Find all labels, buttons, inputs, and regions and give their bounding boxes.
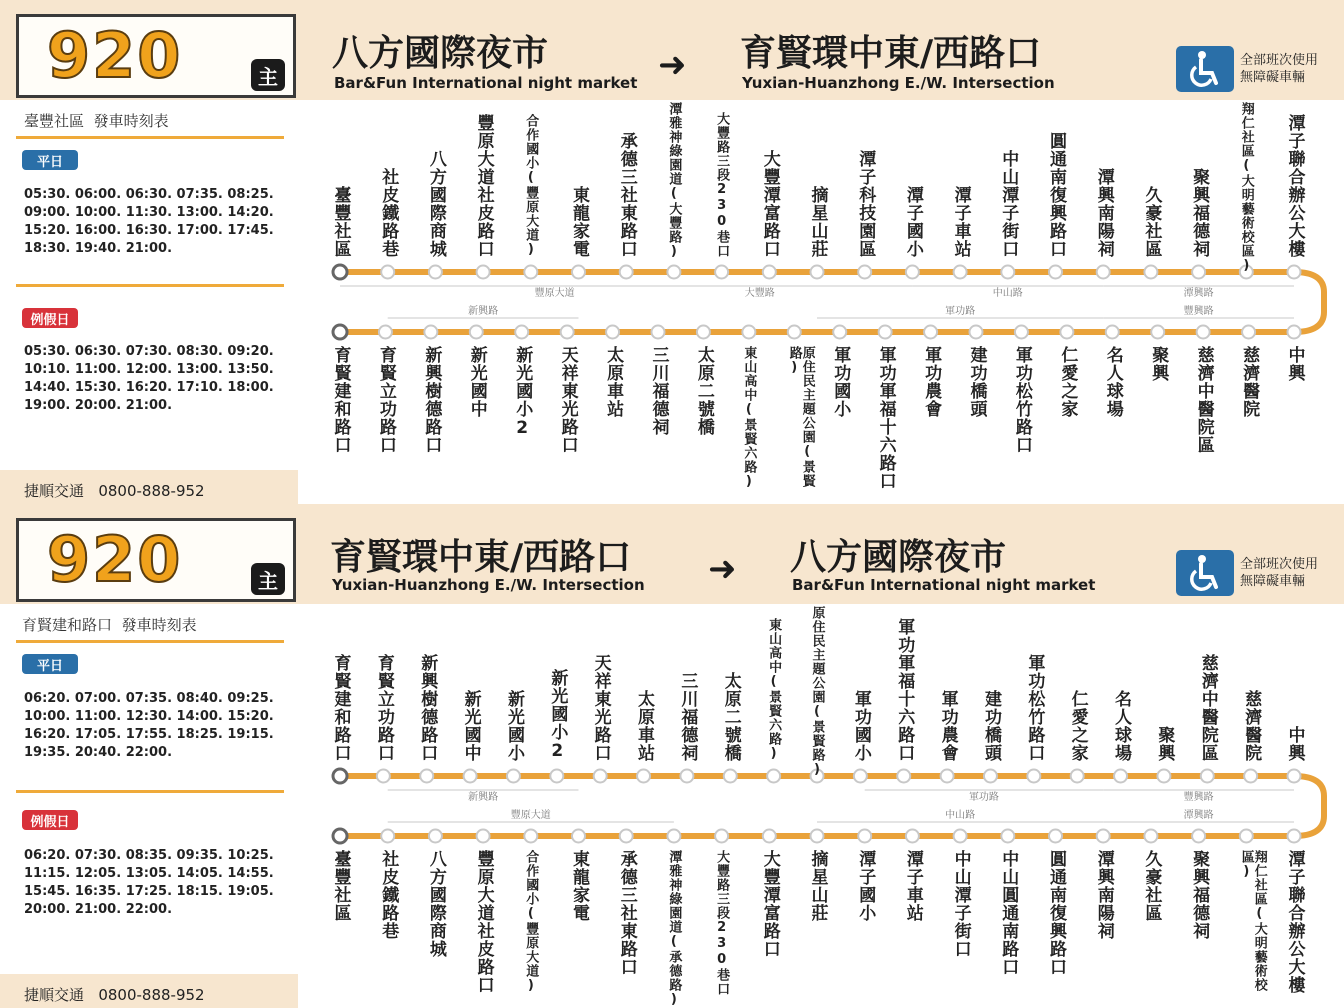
svg-text:豐興路: 豐興路 xyxy=(1183,306,1214,317)
stop-name: 育賢立功路口 xyxy=(375,346,396,454)
svg-text:中山路: 中山路 xyxy=(992,288,1023,299)
stop-name: 育賢建和路口 xyxy=(330,346,351,454)
stop-name: 中山潭子街口 xyxy=(950,850,971,958)
stop-name: 摘星山莊 xyxy=(807,850,828,922)
stop-name: 新興樹德路口 xyxy=(417,654,438,762)
stop-name: 太原車站 xyxy=(634,690,655,762)
stop-name: 東山高中(景賢六路) xyxy=(741,346,757,490)
stop-marker xyxy=(1097,266,1110,279)
destination-title: 八方國際夜市 xyxy=(790,537,1007,578)
times-row: 05:30. 06:00. 06:30. 07:35. 08:25. xyxy=(24,187,274,202)
route-map xyxy=(300,100,1344,504)
stop-marker xyxy=(763,266,776,279)
stop-name: 八方國際商城 xyxy=(425,150,446,258)
times-row: 20:00. 21:00. 22:00. xyxy=(24,902,173,917)
stop-name: 潭子聯合辦公大樓 xyxy=(1284,850,1305,994)
stop-marker xyxy=(594,770,607,783)
svg-text:軍功路: 軍功路 xyxy=(968,792,999,803)
road-label xyxy=(865,790,1103,803)
stop-name: 潭子國小 xyxy=(902,186,923,258)
operator-name: 捷順交通 xyxy=(24,482,85,500)
stop-marker xyxy=(333,829,347,843)
stop-name: 臺豐社區 xyxy=(330,850,351,922)
stop-name: 建功橋頭 xyxy=(980,690,1001,762)
stop-marker xyxy=(879,326,892,339)
stop-name: 慈濟醫院 xyxy=(1241,690,1262,762)
stop-marker xyxy=(524,830,537,843)
stop-name: 名人球場 xyxy=(1102,346,1123,418)
svg-text:大豐路: 大豐路 xyxy=(744,288,775,299)
times-row: 16:20. 17:05. 17:55. 18:25. 19:15. xyxy=(24,727,274,742)
stop-marker xyxy=(524,266,537,279)
stop-marker xyxy=(1197,326,1210,339)
destination-subtitle: Bar&Fun International night market xyxy=(792,576,1096,594)
stop-marker xyxy=(620,266,633,279)
route-panel-return xyxy=(0,504,1344,1008)
stop-name: 軍功農會 xyxy=(921,346,942,418)
stop-marker xyxy=(1288,770,1301,783)
stop-name: 潭子車站 xyxy=(902,850,923,922)
road-label xyxy=(340,286,769,299)
stop-marker xyxy=(477,266,490,279)
stop-name: 軍功農會 xyxy=(937,690,958,762)
stop-marker xyxy=(667,266,680,279)
direction-arrow-icon: ➜ xyxy=(658,45,687,85)
stop-marker xyxy=(906,830,919,843)
stop-marker xyxy=(333,325,347,339)
stop-marker xyxy=(1242,326,1255,339)
stop-marker xyxy=(833,326,846,339)
stop-marker xyxy=(561,326,574,339)
stop-marker xyxy=(970,326,983,339)
stop-marker xyxy=(897,770,910,783)
stop-marker xyxy=(1144,266,1157,279)
stop-name: 大豐路三段230巷口 xyxy=(714,112,730,258)
stop-marker xyxy=(464,770,477,783)
stop-marker xyxy=(1027,770,1040,783)
stop-marker xyxy=(1060,326,1073,339)
stop-marker xyxy=(858,830,871,843)
operator-phone: 0800-888-952 xyxy=(98,482,205,500)
stop-marker xyxy=(377,770,390,783)
stop-name: 久豪社區 xyxy=(1141,186,1162,258)
stop-name: 新光國中 xyxy=(460,690,481,762)
stop-name: 新光國中 xyxy=(466,346,487,418)
stop-name: 大豐潭富路口 xyxy=(759,150,780,258)
stop-name: 潭子車站 xyxy=(950,186,971,258)
road-label xyxy=(388,808,674,822)
stop-marker xyxy=(429,830,442,843)
times-row: 06:20. 07:30. 08:35. 09:35. 10:25. xyxy=(24,848,274,863)
stop-marker xyxy=(984,770,997,783)
svg-text:中山路: 中山路 xyxy=(945,810,976,821)
stop-name: 名人球場 xyxy=(1111,690,1132,762)
stop-name: 慈濟中醫院區 xyxy=(1197,654,1218,762)
stop-name: 天祥東光路口 xyxy=(557,346,578,454)
road-label xyxy=(607,286,912,299)
stop-marker xyxy=(767,770,780,783)
route-line xyxy=(340,272,1324,332)
stop-marker xyxy=(1201,770,1214,783)
stop-name: 久豪社區 xyxy=(1141,850,1162,922)
holiday-badge: 例假日 xyxy=(22,308,78,328)
stop-marker xyxy=(811,266,824,279)
stop-name: 摘星山莊 xyxy=(807,186,828,258)
destination-title: 育賢環中東/西路口 xyxy=(740,33,1042,74)
destination-subtitle: Yuxian-Huanzhong E./W. Intersection xyxy=(742,74,1055,92)
operator-contact xyxy=(24,984,205,1005)
stop-marker xyxy=(550,770,563,783)
stop-name: 建功橋頭 xyxy=(966,346,987,418)
stop-name: 軍功國小 xyxy=(830,346,851,418)
stop-name: 潭子科技園區 xyxy=(855,150,876,258)
accessibility-line-2: 無障礙車輛 xyxy=(1240,70,1306,85)
road-label xyxy=(817,808,1103,822)
stop-marker xyxy=(572,266,585,279)
road-label xyxy=(388,790,579,803)
weekday-times xyxy=(24,690,286,762)
stop-name: 中山圓通南路口 xyxy=(998,850,1019,976)
times-row: 15:45. 16:35. 17:25. 18:15. 19:05. xyxy=(24,884,274,899)
accessibility-line-1: 全部班次使用 xyxy=(1240,557,1319,572)
stop-name: 大豐路三段230巷口 xyxy=(714,850,730,996)
stop-name: 軍功軍福十六路口 xyxy=(894,618,915,762)
stop-name: 翔仁社區(大明藝術校區) xyxy=(1238,850,1267,992)
stop-marker xyxy=(697,326,710,339)
times-row: 19:00. 20:00. 21:00. xyxy=(24,398,173,413)
stop-marker xyxy=(1097,830,1110,843)
stop-name: 大豐潭富路口 xyxy=(759,850,780,958)
route-line xyxy=(340,776,1324,836)
stop-name: 新光國小 xyxy=(503,690,524,762)
stop-marker xyxy=(1015,326,1028,339)
weekday-times xyxy=(24,186,286,258)
stop-name: 仁愛之家 xyxy=(1067,690,1088,762)
direction-arrow-icon: ➜ xyxy=(708,549,737,589)
stop-name: 天祥東光路口 xyxy=(590,654,611,762)
stop-name: 中興 xyxy=(1284,726,1305,762)
stop-marker xyxy=(906,266,919,279)
svg-text:軍功路: 軍功路 xyxy=(945,306,976,317)
stop-marker xyxy=(1049,830,1062,843)
weekday-badge: 平日 xyxy=(22,654,78,674)
stop-marker xyxy=(652,326,665,339)
stop-name: 圓通南復興路口 xyxy=(1046,850,1066,976)
holiday-times xyxy=(24,847,286,919)
stop-name: 承德三社東路口 xyxy=(616,132,637,258)
main-route-badge: 主 xyxy=(251,59,285,91)
road-label xyxy=(1103,808,1294,822)
stop-name: 潭雅神綠園道(承德路) xyxy=(666,850,682,1008)
stop-name: 潭雅神綠園道(大豐路) xyxy=(666,102,682,260)
stop-marker xyxy=(620,830,633,843)
stop-name: 原住民主題公園(景賢路) xyxy=(809,606,825,778)
svg-text:潭興路: 潭興路 xyxy=(1183,810,1214,821)
svg-text:豐原大道: 豐原大道 xyxy=(510,810,551,821)
stop-marker xyxy=(715,830,728,843)
stop-marker xyxy=(333,265,347,279)
stop-name: 社皮鐵路巷 xyxy=(378,850,399,940)
stop-marker xyxy=(924,326,937,339)
wheelchair-icon xyxy=(1176,550,1234,596)
departure-stop: 育賢建和路口 xyxy=(22,616,113,634)
stop-name: 東龍家電 xyxy=(569,186,589,258)
times-row: 19:35. 20:40. 22:00. xyxy=(24,745,173,760)
stop-name: 新興樹德路口 xyxy=(421,346,442,454)
stop-marker xyxy=(429,266,442,279)
stop-name: 承德三社東路口 xyxy=(616,850,637,976)
stop-name: 豐原大道社皮路口 xyxy=(473,850,494,994)
stop-marker xyxy=(1106,326,1119,339)
weekday-badge: 平日 xyxy=(22,150,78,170)
stop-marker xyxy=(572,830,585,843)
stop-name: 軍功國小 xyxy=(850,690,871,762)
stop-marker xyxy=(724,770,737,783)
stop-name: 東山高中(景賢六路) xyxy=(766,618,782,762)
road-label xyxy=(817,304,1103,318)
stop-name: 翔仁社區(大明藝術校區) xyxy=(1238,102,1254,274)
stop-name: 圓通南復興路口 xyxy=(1046,132,1066,258)
stop-name: 慈濟中醫院區 xyxy=(1193,346,1214,454)
stop-name: 太原二號橋 xyxy=(720,672,741,762)
times-row: 09:00. 10:00. 11:30. 13:00. 14:20. xyxy=(24,205,274,220)
route-number-box xyxy=(16,14,296,98)
stop-marker xyxy=(715,266,728,279)
origin-title: 八方國際夜市 xyxy=(332,33,549,74)
wheelchair-icon xyxy=(1176,46,1234,92)
divider xyxy=(16,136,284,139)
stop-name: 豐原大道社皮路口 xyxy=(473,114,494,258)
times-row: 15:20. 16:00. 16:30. 17:00. 17:45. xyxy=(24,223,274,238)
route-number-box xyxy=(16,518,296,602)
stop-marker xyxy=(379,326,392,339)
departure-stop: 臺豐社區 xyxy=(24,112,85,130)
stop-marker xyxy=(1001,266,1014,279)
route-number: 920 xyxy=(47,19,183,92)
stop-marker xyxy=(477,830,490,843)
stop-marker xyxy=(954,830,967,843)
stop-marker xyxy=(858,266,871,279)
stop-marker xyxy=(811,830,824,843)
stop-name: 太原車站 xyxy=(603,346,624,418)
stop-marker xyxy=(1192,830,1205,843)
main-route-badge: 主 xyxy=(251,563,285,595)
svg-text:豐原大道: 豐原大道 xyxy=(534,288,575,299)
accessibility-note xyxy=(1240,556,1318,590)
stop-name: 育賢立功路口 xyxy=(373,654,394,762)
stop-marker xyxy=(1049,266,1062,279)
timetable-label: 發車時刻表 xyxy=(121,616,197,634)
accessibility-line-2: 無障礙車輛 xyxy=(1240,574,1306,589)
accessibility-note xyxy=(1240,52,1318,86)
times-row: 14:40. 15:30. 16:20. 17:10. 18:00. xyxy=(24,380,274,395)
road-label xyxy=(912,286,1103,299)
timetable-heading xyxy=(22,614,197,635)
stop-name: 太原二號橋 xyxy=(693,346,714,436)
stop-name: 臺豐社區 xyxy=(330,186,351,258)
stop-name: 潭興南陽祠 xyxy=(1093,168,1114,258)
origin-subtitle: Bar&Fun International night market xyxy=(334,74,638,92)
stop-name: 中興 xyxy=(1284,346,1305,382)
road-label xyxy=(1103,286,1294,299)
svg-text:新興路: 新興路 xyxy=(468,792,499,803)
stop-name: 原住民主題公園(景賢路) xyxy=(786,346,815,488)
stop-name: 軍功松竹路口 xyxy=(1011,346,1032,454)
stop-marker xyxy=(1114,770,1127,783)
stop-name: 合作國小(豐原大道) xyxy=(523,114,539,258)
stop-name: 聚興福德祠 xyxy=(1189,168,1210,258)
times-row: 18:30. 19:40. 21:00. xyxy=(24,241,173,256)
accessibility-line-1: 全部班次使用 xyxy=(1240,53,1319,68)
stop-marker xyxy=(1288,266,1301,279)
stop-name: 新光國小2 xyxy=(512,346,533,439)
stop-marker xyxy=(1288,326,1301,339)
stop-marker xyxy=(1001,830,1014,843)
road-label xyxy=(1103,304,1294,318)
stop-marker xyxy=(1071,770,1084,783)
stop-marker xyxy=(637,770,650,783)
divider xyxy=(16,640,284,643)
stop-marker xyxy=(788,326,801,339)
operator-contact xyxy=(24,480,205,501)
stop-marker xyxy=(1244,770,1257,783)
stop-name: 軍功軍福十六路口 xyxy=(875,346,896,490)
stop-marker xyxy=(941,770,954,783)
stop-marker xyxy=(1157,770,1170,783)
stop-marker xyxy=(1151,326,1164,339)
times-row: 06:20. 07:00. 07:35. 08:40. 09:25. xyxy=(24,691,274,706)
stop-marker xyxy=(515,326,528,339)
stop-name: 仁愛之家 xyxy=(1057,346,1078,418)
stop-marker xyxy=(381,830,394,843)
stop-marker xyxy=(1288,830,1301,843)
stop-marker xyxy=(742,326,755,339)
stop-name: 聚興 xyxy=(1148,346,1169,382)
divider xyxy=(16,284,284,287)
stop-name: 新光國小2 xyxy=(547,669,568,762)
stop-name: 慈濟醫院 xyxy=(1239,346,1260,418)
divider xyxy=(16,790,284,793)
stop-name: 聚興 xyxy=(1154,726,1175,762)
stop-name: 聚興福德祠 xyxy=(1189,850,1210,940)
stop-name: 中山潭子街口 xyxy=(998,150,1019,258)
timetable-heading xyxy=(24,110,169,131)
stop-marker xyxy=(381,266,394,279)
stop-name: 社皮鐵路巷 xyxy=(378,168,399,258)
stop-marker xyxy=(1144,830,1157,843)
operator-phone: 0800-888-952 xyxy=(98,986,205,1004)
times-row: 11:15. 12:05. 13:05. 14:05. 14:55. xyxy=(24,866,274,881)
svg-text:新興路: 新興路 xyxy=(468,306,499,317)
stop-marker xyxy=(333,769,347,783)
stop-marker xyxy=(954,266,967,279)
stop-marker xyxy=(667,830,680,843)
road-label xyxy=(388,304,579,318)
svg-text:潭興路: 潭興路 xyxy=(1183,288,1214,299)
stop-name: 育賢建和路口 xyxy=(330,654,351,762)
holiday-times xyxy=(24,343,286,415)
timetable-label: 發車時刻表 xyxy=(93,112,169,130)
origin-title: 育賢環中東/西路口 xyxy=(330,537,632,578)
stop-name: 潭興南陽祠 xyxy=(1093,850,1114,940)
route-number: 920 xyxy=(47,523,183,596)
times-row: 10:10. 11:00. 12:00. 13:00. 13:50. xyxy=(24,362,274,377)
stop-marker xyxy=(680,770,693,783)
svg-text:豐興路: 豐興路 xyxy=(1183,792,1214,803)
times-row: 10:00. 11:00. 12:30. 14:00. 15:20. xyxy=(24,709,274,724)
road-label xyxy=(1103,790,1294,803)
origin-subtitle: Yuxian-Huanzhong E./W. Intersection xyxy=(332,576,645,594)
stop-name: 八方國際商城 xyxy=(425,850,446,958)
holiday-badge: 例假日 xyxy=(22,810,78,830)
stop-marker xyxy=(424,326,437,339)
stop-name: 三川福德祠 xyxy=(677,672,698,762)
stop-marker xyxy=(1192,266,1205,279)
stop-name: 軍功松竹路口 xyxy=(1024,654,1045,762)
stop-name: 三川福德祠 xyxy=(648,346,669,436)
stop-marker xyxy=(420,770,433,783)
times-row: 05:30. 06:30. 07:30. 08:30. 09:20. xyxy=(24,344,274,359)
stop-marker xyxy=(1240,830,1253,843)
operator-name: 捷順交通 xyxy=(24,986,85,1004)
stop-marker xyxy=(606,326,619,339)
stop-name: 潭子聯合辦公大樓 xyxy=(1284,114,1305,258)
stop-marker xyxy=(854,770,867,783)
stop-name: 合作國小(豐原大道) xyxy=(523,850,539,994)
stop-marker xyxy=(507,770,520,783)
stop-marker xyxy=(763,830,776,843)
stop-name: 潭子國小 xyxy=(855,850,876,922)
stop-name: 東龍家電 xyxy=(569,850,589,922)
stop-marker xyxy=(470,326,483,339)
